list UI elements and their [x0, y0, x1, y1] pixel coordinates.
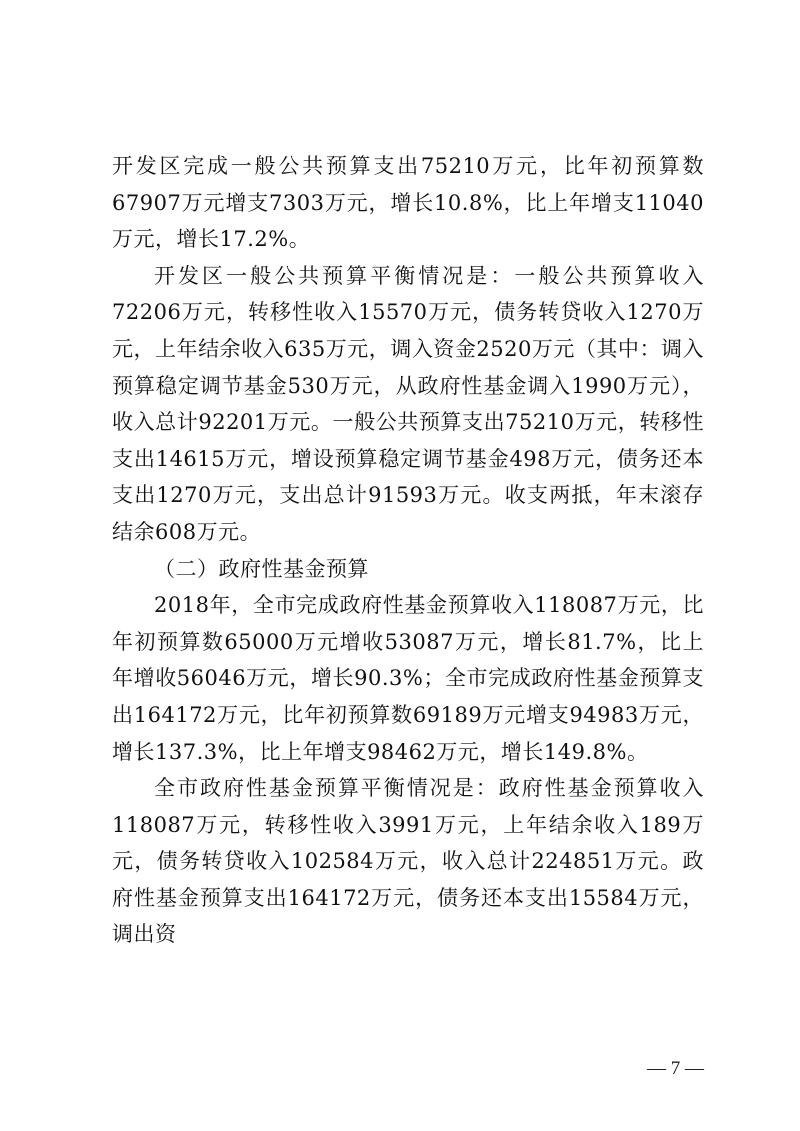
page-number: — 7 —	[647, 1058, 704, 1079]
paragraph-dev-zone-balance: 开发区一般公共预算平衡情况是：一般公共预算收入72206万元，转移性收入15570万元，债务转贷收入1270万元，上年结余收入635万元，调入资金2520万元（其中：调入预算稳定调节基金530万元，从政府性基金调入1990万元），收入总计92201万元。一般公共预算支出75210万元，转移性支出14615万元，增设预算稳定调节基金498万元，债务还本支出1270万元，支出总计91593万元。收支两抵，年末滚存结余608万元。	[112, 263, 704, 544]
paragraph-dev-zone-expenditure: 开发区完成一般公共预算支出75210万元，比年初预算数67907万元增支7303万元，增长10.8%，比上年增支11040万元，增长17.2%。	[112, 154, 704, 252]
section-heading-government-fund-budget: （二）政府性基金预算	[154, 556, 369, 581]
paragraph-government-fund-2018: 2018年，全市完成政府性基金预算收入118087万元，比年初预算数65000万元增收53087万元，增长81.7%，比上年增收56046万元，增长90.3%；全市完成政府性基金预算支出164172万元，比年初预算数69189万元增支94983万元，增长137.3%，比上年增支98462万元，增长149.8%。	[112, 593, 704, 764]
body-text	[112, 148, 704, 953]
paragraph-government-fund-balance: 全市政府性基金预算平衡情况是：政府性基金预算收入118087万元，转移性收入3991万元，上年结余收入189万元，债务转贷收入102584万元，收入总计224851万元。政府性基金预算支出164172万元，债务还本支出15584万元，调出资	[112, 776, 704, 947]
